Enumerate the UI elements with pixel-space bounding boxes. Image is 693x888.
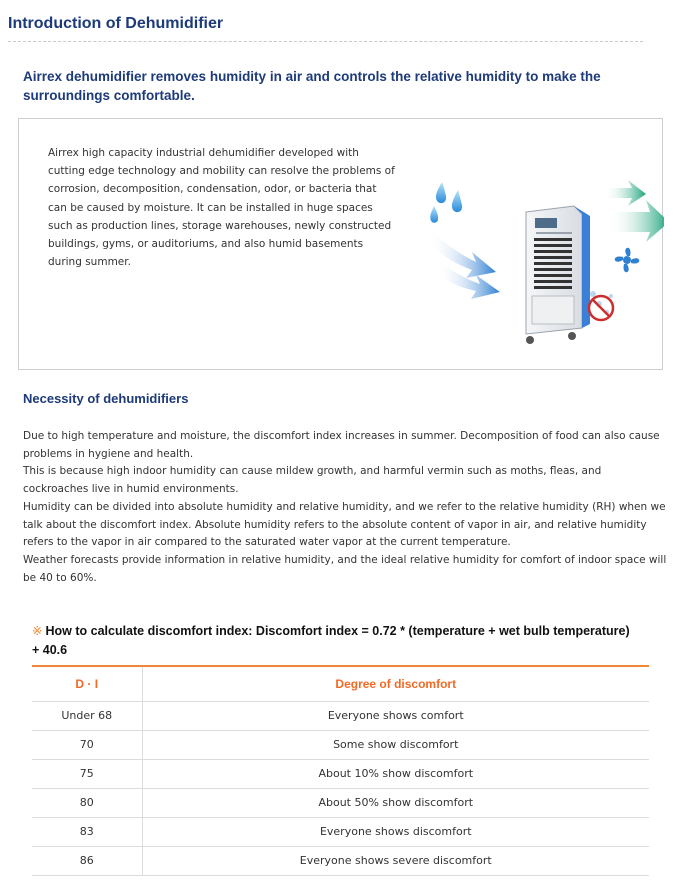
intro-text: Airrex high capacity industrial dehumidifier developed with cutting edge technology and mobility can resolve the problems of corrosion, decomposition, condensation, odor, or bacteria that can be caused by moisture. It can be installed in huge spaces such as production lines, storage warehouses, newly constructed buildings, gyms, or auditoriums, and also humid basements during summer. [48, 147, 395, 269]
formula-text: How to calculate discomfort index: Discomfort index = 0.72 * (temperature + wet bulb temperature) + 40.6 [32, 624, 630, 657]
table-row [32, 788, 649, 817]
discomfort-degree: About 10% show discomfort [142, 759, 649, 788]
table-header-row [32, 666, 649, 701]
no-bacteria-icon [589, 291, 613, 320]
necessity-paragraph: This is because high indoor humidity can cause mildew growth, and harmful vermin such as moths, fleas, and cockroaches live in humid environments. [23, 465, 602, 496]
discomfort-degree: Some show discomfort [142, 730, 649, 759]
title-divider [8, 41, 643, 42]
header-di: D · I [32, 666, 142, 701]
necessity-heading: Necessity of dehumidifiers [23, 391, 189, 406]
necessity-paragraph: Weather forecasts provide information in relative humidity, and the ideal relative humidity for comfort of indoor space will be 40 to 60%. [23, 553, 667, 584]
intro-box [18, 118, 663, 370]
di-value: 86 [32, 846, 142, 875]
table-row [32, 759, 649, 788]
dehumidifier-unit [526, 206, 590, 344]
discomfort-degree: Everyone shows discomfort [142, 817, 649, 846]
discomfort-degree: About 50% show discomfort [142, 788, 649, 817]
discomfort-degree: Everyone shows comfort [142, 701, 649, 730]
di-value: Under 68 [32, 701, 142, 730]
discomfort-degree: Everyone shows severe discomfort [142, 846, 649, 875]
page-title: Introduction of Dehumidifier [8, 15, 224, 32]
header-degree: Degree of discomfort [142, 666, 649, 701]
dehumidifier-illustration [414, 174, 664, 364]
table-row [32, 817, 649, 846]
reference-mark-icon: ※ [32, 624, 43, 638]
water-drops-icon [430, 182, 462, 223]
table-row [32, 730, 649, 759]
discomfort-formula [32, 622, 632, 660]
di-value: 70 [32, 730, 142, 759]
necessity-paragraph: Humidity can be divided into absolute humidity and relative humidity, and we refer to the relative humidity (RH) when we talk about the discomfort index. Absolute humidity refers to the absolute content of vapor in air, and relative humidity refers to the vapor in air compared to the saturated water vapor at the current temperature. [23, 500, 666, 549]
table-row [32, 701, 649, 730]
di-value: 75 [32, 759, 142, 788]
lead-statement: Airrex dehumidifier removes humidity in air and controls the relative humidity to make the surroundings comfortable. [23, 69, 601, 103]
discomfort-index-table [32, 665, 649, 876]
dry-air-arrow-icon [604, 180, 664, 242]
necessity-body [23, 428, 668, 587]
table-row [32, 846, 649, 875]
di-value: 83 [32, 817, 142, 846]
fan-icon [615, 248, 640, 273]
humid-air-arrow-icon [429, 229, 500, 299]
di-value: 80 [32, 788, 142, 817]
necessity-paragraph: Due to high temperature and moisture, the discomfort index increases in summer. Decomposition of food can also cause problems in hygiene and health. [23, 430, 660, 460]
